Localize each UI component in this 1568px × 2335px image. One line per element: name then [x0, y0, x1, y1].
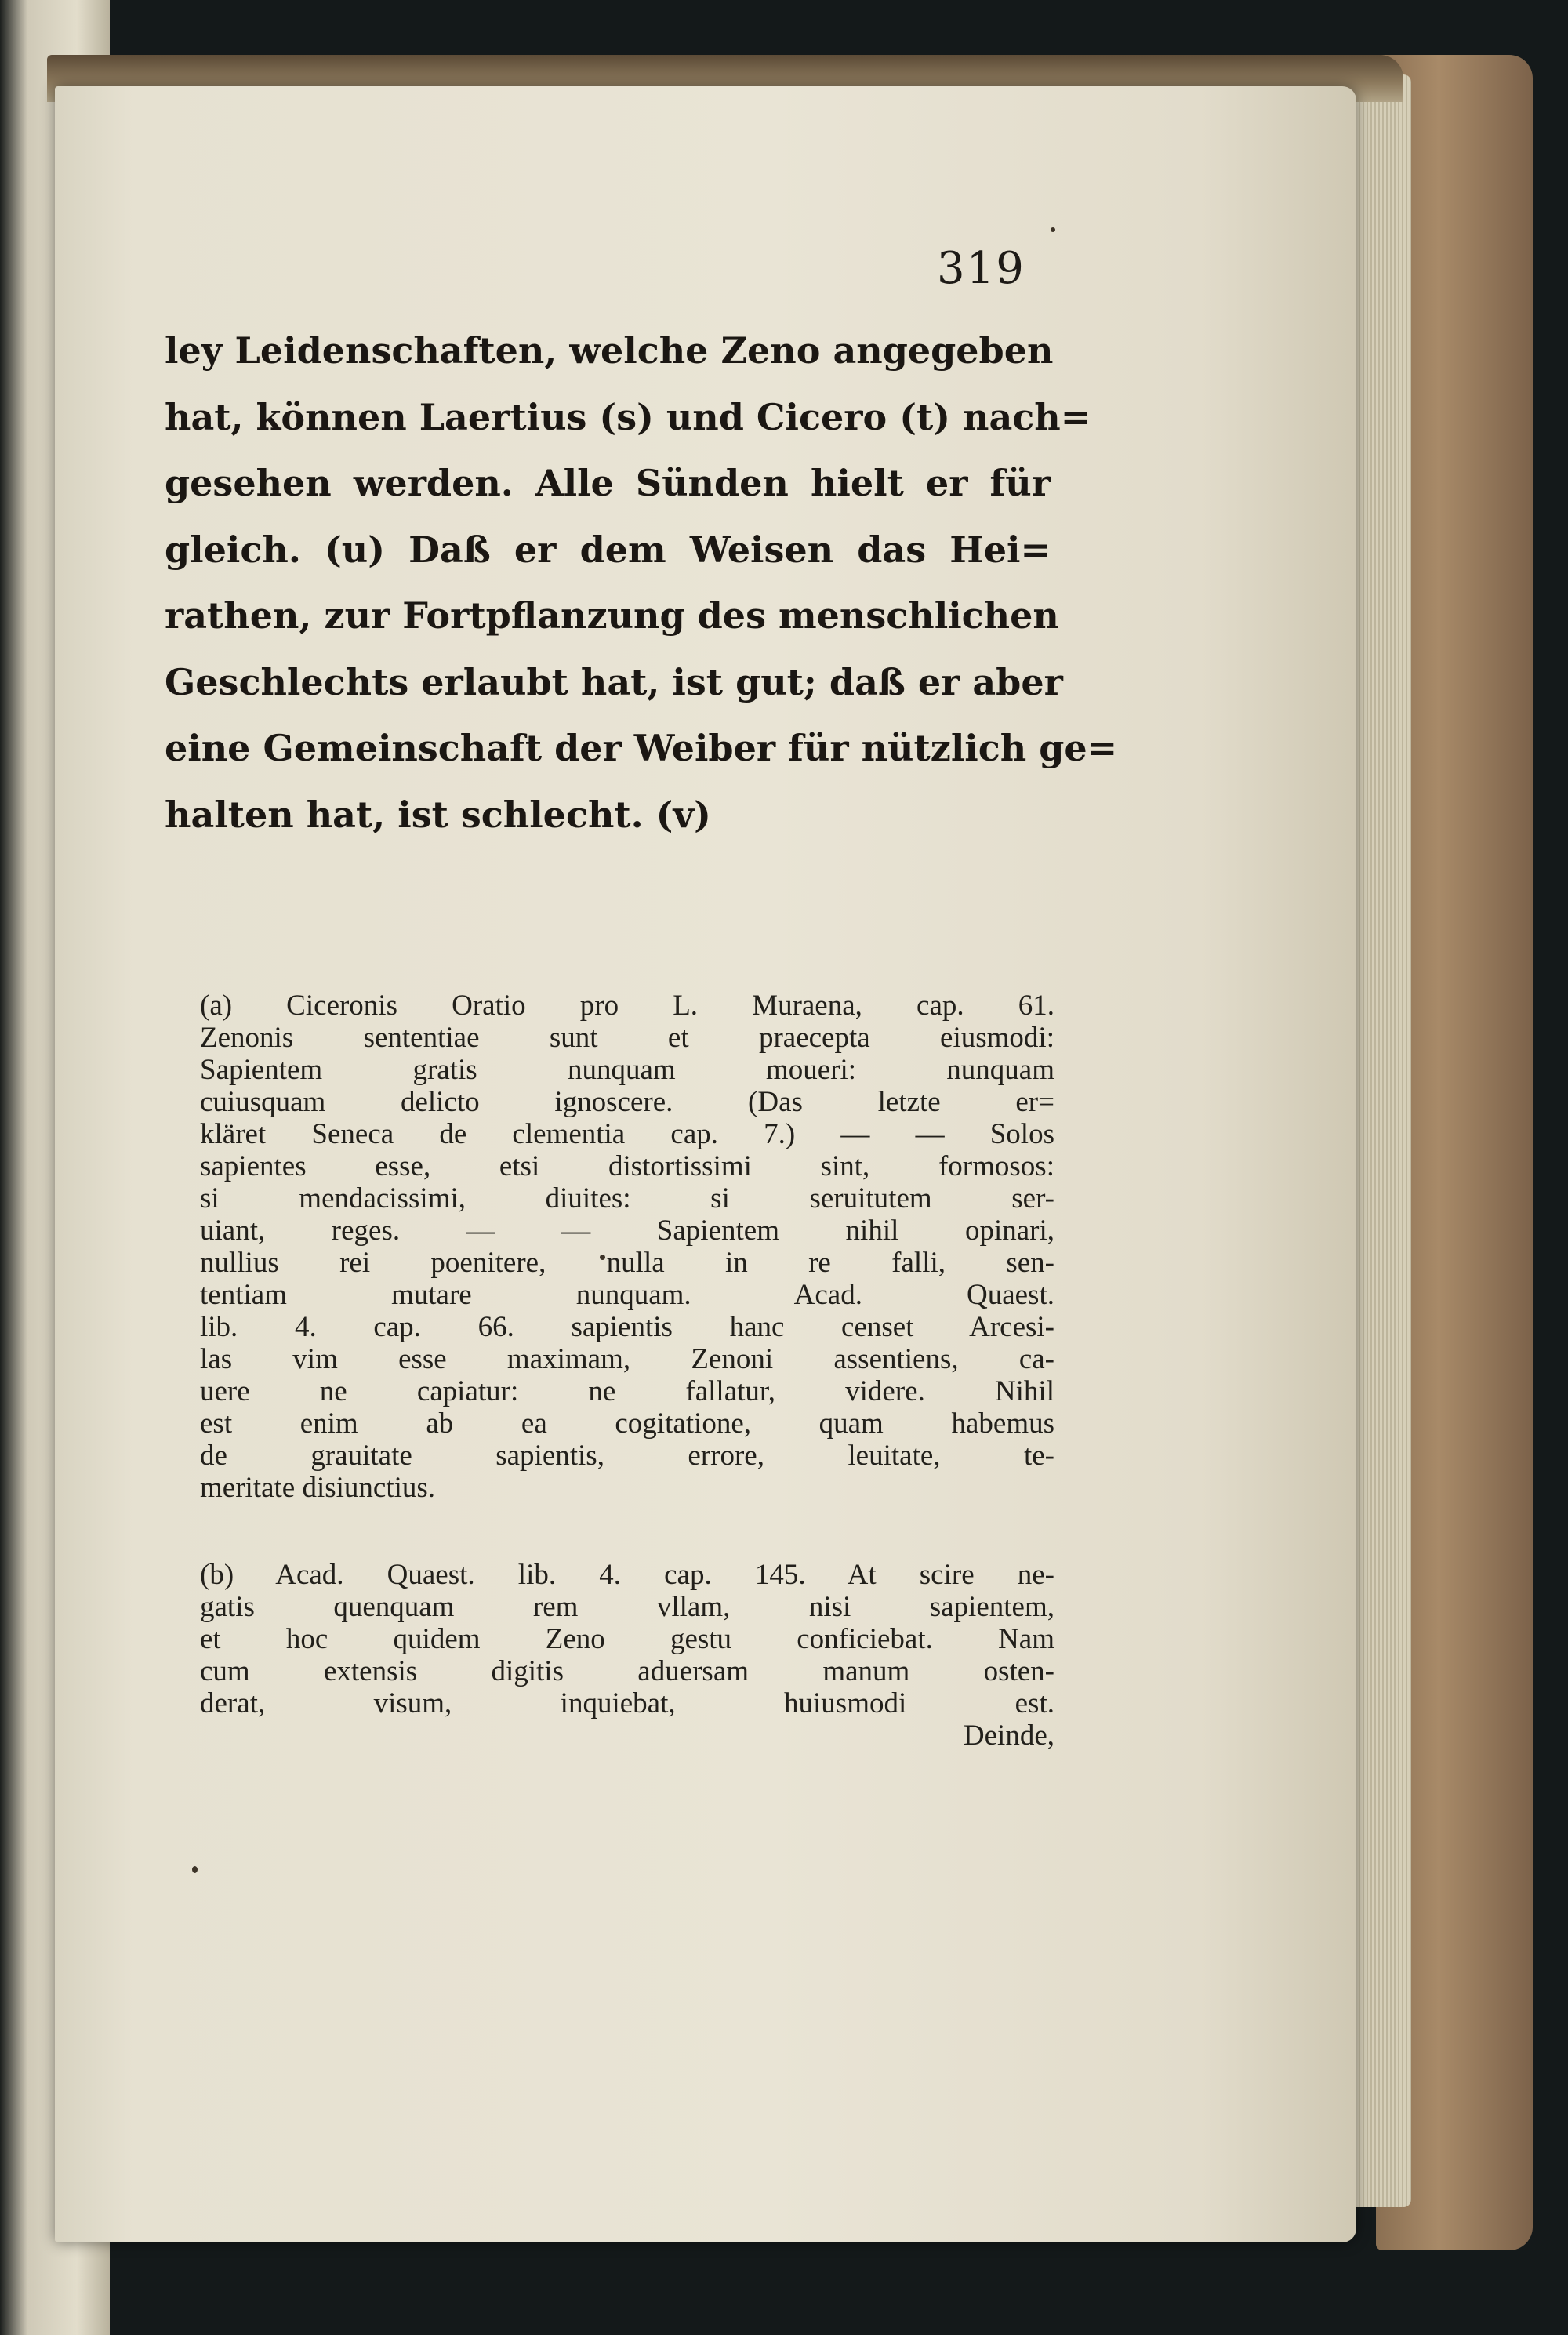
page-number: 319 [937, 243, 1025, 294]
footnote-line: cum extensis digitis aduersam manum osten- [200, 1655, 1054, 1687]
footnote-line: tentiam mutare nunquam. Acad. Quaest. [200, 1279, 1054, 1311]
paper-speck [1051, 227, 1055, 232]
footnotes [200, 990, 1054, 1752]
footnote-line: kläret Seneca de clementia cap. 7.) — — Solos [200, 1118, 1054, 1150]
main-text [165, 318, 1118, 848]
footnote-line: lib. 4. cap. 66. sapientis hanc censet Arcesi- [200, 1311, 1054, 1343]
footnote-line: si mendacissimi, diuites: si seruitutem ser- [200, 1182, 1054, 1215]
footnote-line: cuiusquam delicto ignoscere. (Das letzte er= [200, 1086, 1054, 1118]
footnote-b [200, 1559, 1054, 1752]
footnote-line: Zenonis sententiae sunt et praecepta eiusmodi: [200, 1022, 1054, 1054]
footnote-line: Sapientem gratis nunquam moueri: nunquam [200, 1054, 1054, 1086]
text-line: ley Leidenschaften, welche Zeno angegeben [165, 329, 1054, 372]
text-line: eine Gemeinschaft der Weiber für nützlich ge= [165, 727, 1118, 769]
footnote-line: nullius rei poenitere, nulla in re falli, sen- [200, 1247, 1054, 1279]
text-line: gesehen werden. Alle Sünden hielt er für [165, 462, 1051, 504]
footnote-line: (a) Ciceronis Oratio pro L. Muraena, cap. 61. [200, 990, 1054, 1022]
text-line: gleich. (u) Daß er dem Weisen das Hei= [165, 528, 1051, 571]
footnote-line: las vim esse maximam, Zenoni assentiens, ca- [200, 1343, 1054, 1375]
text-line: hat, können Laertius (s) und Cicero (t) nach= [165, 395, 1091, 438]
footnote-line: et hoc quidem Zeno gestu conficiebat. Nam [200, 1623, 1054, 1655]
footnote-a [200, 990, 1054, 1504]
footnote-line: gatis quenquam rem vllam, nisi sapientem, [200, 1591, 1054, 1623]
footnote-line: uiant, reges. — — Sapientem nihil opinari, [200, 1215, 1054, 1247]
footnote-line: derat, visum, inquiebat, huiusmodi est. [200, 1687, 1054, 1719]
footnote-line: sapientes esse, etsi distortissimi sint, formosos: [200, 1150, 1054, 1182]
footnote-line: meritate disiunctius. [200, 1472, 436, 1504]
footnote-line: (b) Acad. Quaest. lib. 4. cap. 145. At scire ne- [200, 1559, 1054, 1591]
footnote-line: est enim ab ea cogitatione, quam habemus [200, 1407, 1054, 1440]
text-line: Geschlechts erlaubt hat, ist gut; daß er aber [165, 660, 1063, 703]
footnote-line: de grauitate sapientis, errore, leuitate, te- [200, 1440, 1054, 1472]
paper-speck [192, 1866, 198, 1873]
catchword: Deinde, [963, 1719, 1054, 1752]
footnote-line: uere ne capiatur: ne fallatur, videre. Nihil [200, 1375, 1054, 1407]
text-line: rathen, zur Fortpflanzung des menschlichen [165, 594, 1059, 637]
text-line: halten hat, ist schlecht. (v) [165, 793, 711, 836]
